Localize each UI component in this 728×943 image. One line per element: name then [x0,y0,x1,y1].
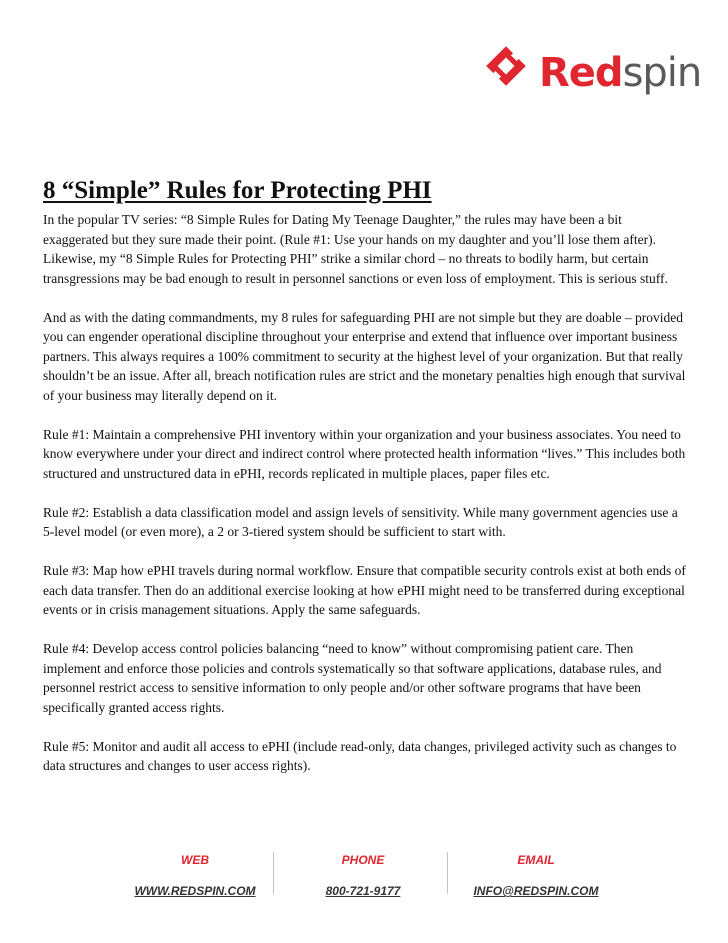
footer-phone-value[interactable]: 800-721-9177 [325,884,401,898]
document-title: 8 “Simple” Rules for Protecting PHI [43,177,432,204]
contact-footer [100,852,650,902]
rule-5-paragraph: Rule #5: Monitor and audit all access to ePHI (include read-only, data changes, privileged activity such as changes to data structures and changes to user access rights). [43,738,677,773]
redspin-logo [484,42,702,104]
redspin-logo-icon [484,44,528,88]
logo-name-part1: Red [539,50,623,96]
footer-web-link[interactable]: WWW.REDSPIN.COM [134,884,256,898]
footer-phone [268,852,458,899]
footer-email-label: EMAIL [517,853,555,867]
footer-web-label: WEB [181,853,209,867]
rule-2-paragraph: Rule #2: Establish a data classification model and assign levels of sensitivity. While many government agencies use a 5-level model (or even more), a 2 or 3-tiered system should be sufficient to start with. [43,504,678,539]
rule-1-paragraph: Rule #1: Maintain a comprehensive PHI inventory within your organization and your business associates. You need to know everywhere under your direct and indirect control where protected health information “lives.” This includes both structured and unstructured data in ePHI, records replicated in multiple places, paper files etc. [43,426,686,481]
document-body [43,210,688,795]
footer-email-link[interactable]: INFO@REDSPIN.COM [473,884,599,898]
rule-3-paragraph: Rule #3: Map how ePHI travels during normal workflow. Ensure that compatible security controls exist at both ends of each data transfer. Then do an additional exercise looking at how ePHI might need to be transferred during exceptional events or in crisis management situations. Apply the same safeguards. [43,563,686,617]
logo-name-part2: spin [622,50,702,96]
footer-web [100,852,290,899]
footer-email [441,852,631,899]
intro-paragraph: In the popular TV series: “8 Simple Rules for Dating My Teenage Daughter,” the rules may have been a bit exaggerated but they sure made their point. (Rule #1: Use your hands on my daughter and you’ll lose them after). Likewise, my “8 Simple Rules for Protecting PHI” strike a similar chord – no threats to bodily harm, but certain transgressions may be bad enough to result in personnel sanctions or even loss of employment. This is serious stuff. [43,212,668,286]
rule-4-paragraph: Rule #4: Develop access control policies balancing “need to know” without compromising patient care. Then implement and enforce those policies and controls systematically so that software applications, database rules, and personnel restrict access to sensitive information to only people and/or other software programs that have been specifically granted access rights. [43,641,662,715]
commitment-paragraph: And as with the dating commandments, my 8 rules for safeguarding PHI are not simple but they are doable – provided you can engender operational discipline throughout your enterprise and extend that influence over important business partners. This always requires a 100% commitment to security at the highest level of your organization. But that really shouldn’t be an issue. After all, breach notification rules are strict and the monetary penalties high enough that survival of your business may literally depend on it. [43,309,686,403]
footer-phone-label: PHONE [341,853,385,867]
logo-wordmark [539,48,701,98]
